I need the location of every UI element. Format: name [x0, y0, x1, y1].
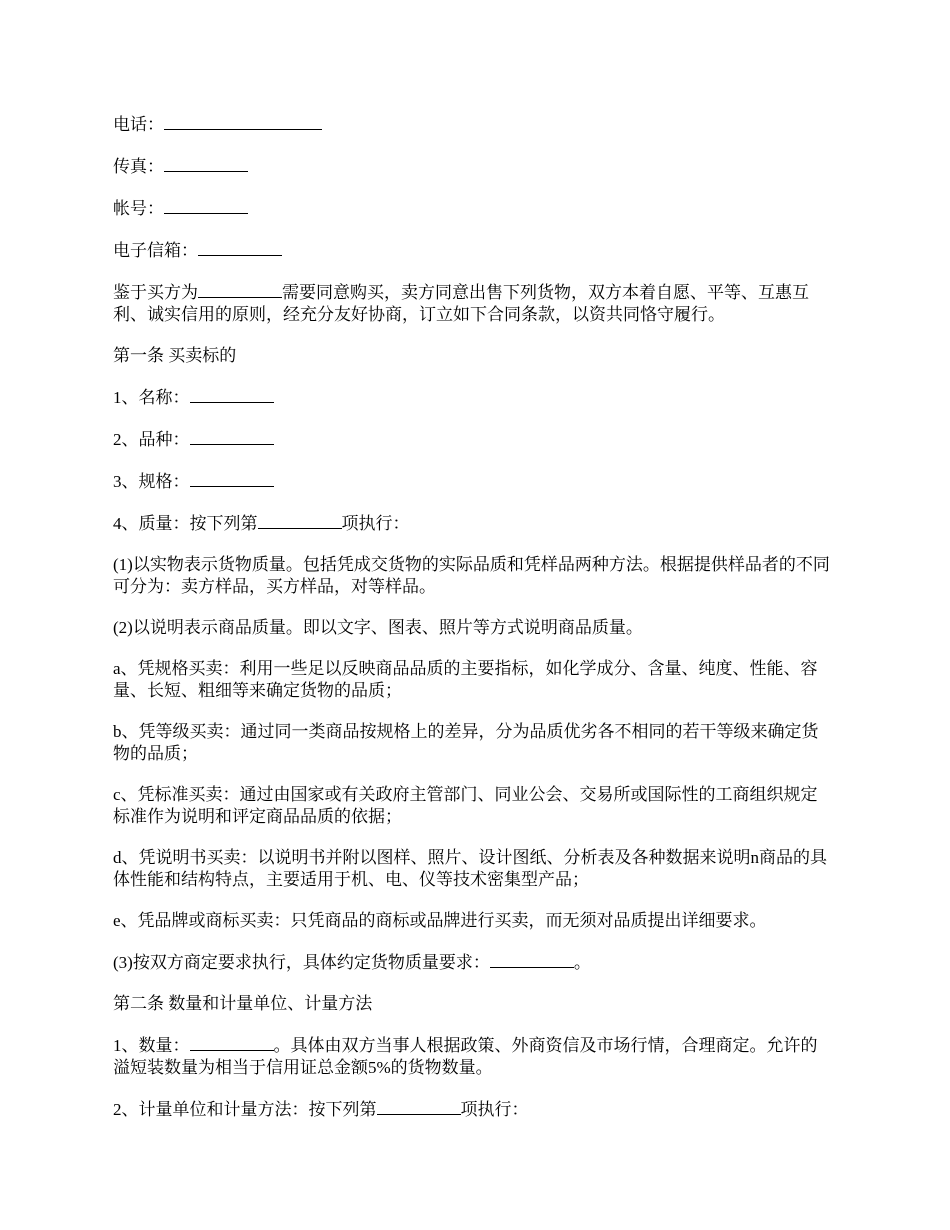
- quality-option-2: (2)以说明表示商品质量。即以文字、图表、照片等方式说明商品质量。: [113, 618, 643, 637]
- variety-blank: [190, 428, 274, 445]
- quality-option-c: c、凭标准买卖：通过由国家或有关政府主管部门、同业公会、交易所或国际性的工商组织规定标准作为说明和评定商品品质的依据；: [113, 785, 818, 826]
- contract-document: [113, 113, 833, 1140]
- quality-item-blank: [258, 512, 342, 529]
- fax-label: 传真：: [113, 157, 164, 176]
- account-label: 帐号：: [113, 199, 164, 218]
- quality-option-3-text-2: 。: [573, 953, 591, 972]
- quantity-line: [113, 1034, 833, 1079]
- variety-line: [113, 428, 833, 451]
- variety-label: 2、品种：: [113, 430, 190, 449]
- unit-method-text-2: 项执行：: [460, 1100, 529, 1119]
- fax-blank: [164, 155, 248, 172]
- quality-option-3: [113, 951, 833, 974]
- spec-blank: [190, 470, 274, 487]
- quality-text-2: 项执行：: [341, 514, 410, 533]
- quantity-blank: [190, 1034, 274, 1051]
- name-label: 1、名称：: [113, 388, 190, 407]
- quality-option-1: (1)以实物表示货物质量。包括凭成交货物的实际品质和凭样品两种方法。根据提供样品者的不同可分为：卖方样品，买方样品，对等样品。: [113, 555, 830, 596]
- fax-line: [113, 155, 833, 178]
- article1-title: 第一条 买卖标的: [113, 346, 237, 365]
- intro-text-1: 鉴于买方为: [113, 283, 198, 302]
- unit-method-text-1: 2、计量单位和计量方法：按下列第: [113, 1100, 377, 1119]
- spec-label: 3、规格：: [113, 472, 190, 491]
- quality-option-d: d、凭说明书买卖：以说明书并附以图样、照片、设计图纸、分析表及各种数据来说明n商品的具体性能和结构特点，主要适用于机、电、仪等技术密集型产品；: [113, 848, 827, 889]
- account-line: [113, 197, 833, 220]
- quality-option-e: e、凭品牌或商标买卖：只凭商品的商标或品牌进行买卖，而无须对品质提出详细要求。: [113, 911, 767, 930]
- phone-label: 电话：: [113, 115, 164, 134]
- quality-option-3-text-1: (3)按双方商定要求执行，具体约定货物质量要求：: [113, 953, 490, 972]
- name-blank: [190, 386, 274, 403]
- article2-title: 第二条 数量和计量单位、计量方法: [113, 994, 373, 1013]
- email-line: [113, 239, 833, 262]
- account-blank: [164, 197, 248, 214]
- quality-requirement-blank: [490, 951, 574, 968]
- phone-line: [113, 113, 833, 136]
- email-blank: [198, 239, 282, 256]
- quality-text-1: 4、质量：按下列第: [113, 514, 258, 533]
- quantity-text-2: 。具体由双方当事人根据政策、外商资信及市场行情，合理商定。允许的溢短装数量为相当于信用证总金额5%的货物数量。: [113, 1036, 818, 1077]
- buyer-purpose-blank: [198, 281, 282, 298]
- quantity-text-1: 1、数量：: [113, 1036, 190, 1055]
- unit-method-line: [113, 1098, 833, 1121]
- quality-line: [113, 512, 833, 535]
- spec-line: [113, 470, 833, 493]
- quality-option-a: a、凭规格买卖：利用一些足以反映商品品质的主要指标，如化学成分、含量、纯度、性能、容量、长短、粗细等来确定货物的品质；: [113, 659, 818, 700]
- name-line: [113, 386, 833, 409]
- intro-paragraph: [113, 281, 833, 326]
- phone-blank: [164, 113, 322, 130]
- unit-method-blank: [377, 1098, 461, 1115]
- email-label: 电子信箱：: [113, 241, 198, 260]
- quality-option-b: b、凭等级买卖：通过同一类商品按规格上的差异，分为品质优劣各不相同的若干等级来确定货物的品质；: [113, 722, 819, 763]
- intro-text-2: 需要同意购买，卖方同意出售下列货物，双方本着自愿、平等、互惠互利、诚实信用的原则，经充分友好协商，订立如下合同条款，以资共同恪守履行。: [113, 283, 809, 324]
